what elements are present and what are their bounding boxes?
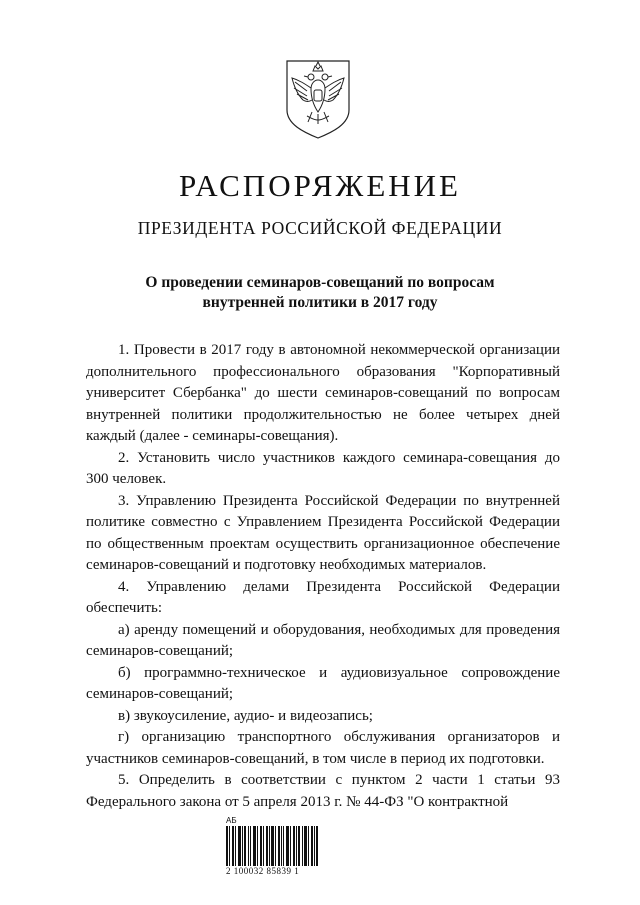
heading-line-2: внутренней политики в 2017 году <box>202 294 438 311</box>
document-body <box>86 340 560 813</box>
barcode-block <box>226 816 318 882</box>
document-heading <box>0 273 640 313</box>
issuer-subtitle: ПРЕЗИДЕНТА РОССИЙСКОЙ ФЕДЕРАЦИИ <box>137 218 503 238</box>
paragraph-4a: а) аренду помещений и оборудования, необходимых для проведения семинаров-совещаний; <box>86 621 560 659</box>
paragraph-4c: в) звукоусиление, аудио- и видеозапись; <box>118 707 373 724</box>
barcode-number: 2 100032 85839 1 <box>226 866 300 876</box>
heading-line-1: О проведении семинаров-совещаний по вопросам <box>145 274 495 291</box>
document-type-title: РАСПОРЯЖЕНИЕ <box>179 168 461 203</box>
paragraph-5: 5. Определить в соответствии с пунктом 2 части 1 статьи 93 Федерального закона от 5 апреля 2013 г. № 44-ФЗ "О контрактной <box>86 772 560 810</box>
paragraph-1: 1. Провести в 2017 году в автономной некоммерческой организации дополнительного профессионального образования "Корпоративный университет Сбербанка" до шести семинаров-совещаний по вопросам внутренней политики продолжительностью не более четырех дней каждый (далее - семинары-совещания). <box>86 342 560 444</box>
barcode-icon <box>226 826 318 866</box>
paragraph-4d: г) организацию транспортного обслуживания организаторов и участников семинаров-совещаний, в том числе в период их подготовки. <box>86 729 560 767</box>
paragraph-4b: б) программно-техническое и аудиовизуальное сопровождение семинаров-совещаний; <box>86 664 560 702</box>
state-emblem-icon <box>283 58 353 140</box>
paragraph-3: 3. Управлению Президента Российской Федерации по внутренней политике совместно с Управлением Президента Российской Федерации по общественным проектам осуществить организационное обеспечение семинаров-совещаний и подготовку необходимых материалов. <box>86 492 560 573</box>
page-mark: АБ <box>226 816 237 825</box>
paragraph-4: 4. Управлению делами Президента Российской Федерации обеспечить: <box>86 578 560 616</box>
paragraph-2: 2. Установить число участников каждого семинара-совещания до 300 человек. <box>86 449 560 487</box>
